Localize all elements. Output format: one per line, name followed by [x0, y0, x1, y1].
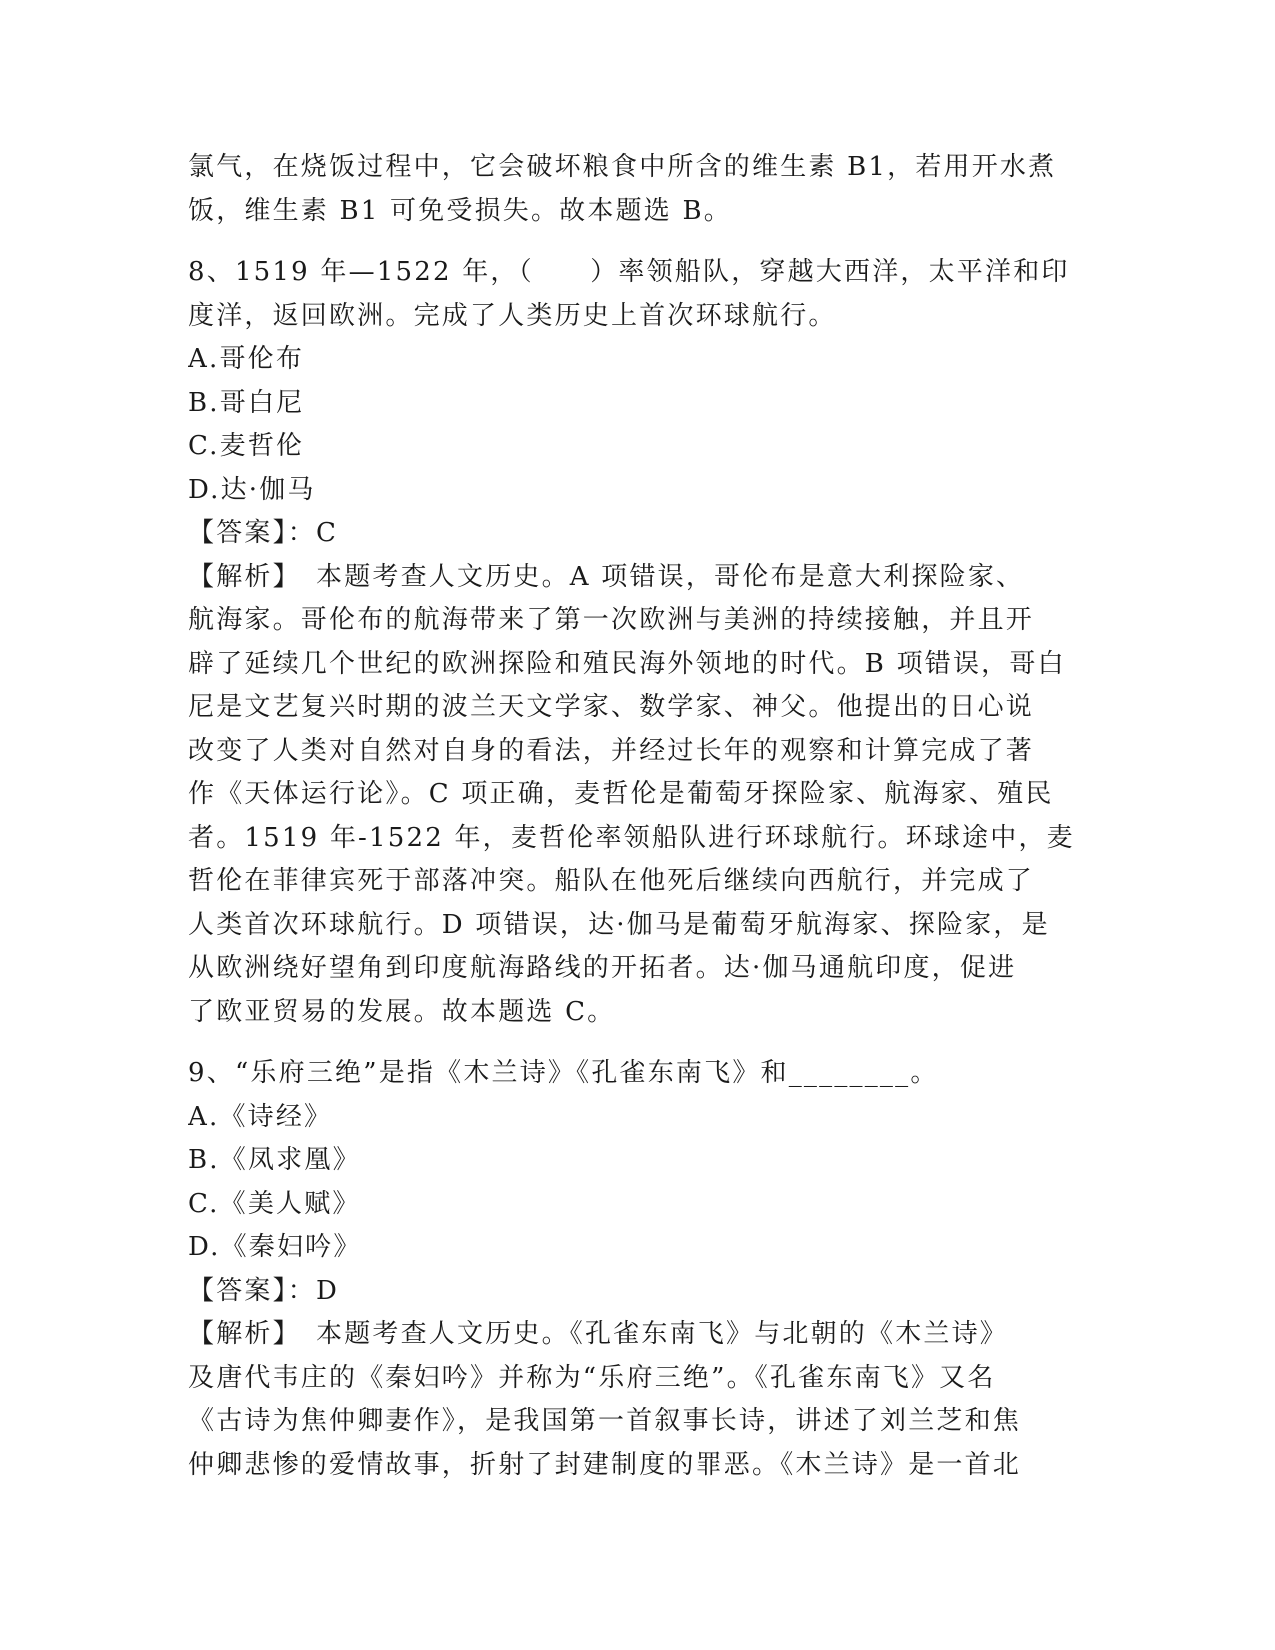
explanation-line: 尼是文艺复兴时期的波兰天文学家、数学家、神父。他提出的日心说 [188, 692, 1035, 722]
explanation-line: 仲卿悲惨的爱情故事，折射了封建制度的罪恶。《木兰诗》是一首北 [188, 1449, 1022, 1480]
explanation-line: 《古诗为焦仲卿妻作》，是我国第一首叙事长诗，讲述了刘兰芝和焦 [188, 1406, 1022, 1436]
explanation-line: 辟了延续几个世纪的欧洲探险和殖民海外领地的时代。B 项错误，哥白 [188, 648, 1066, 679]
option-a: A.哥伦布 [188, 344, 305, 374]
explanation-line: 航海家。哥伦布的航海带来了第一次欧洲与美洲的持续接触，并且开 [188, 605, 1035, 635]
text-line: 饭，维生素 B1 可免受损失。故本题选 B。 [188, 195, 732, 226]
explanation-line: 【解析】 本题考查人文历史。A 项错误，哥伦布是意大利探险家、 [188, 561, 1025, 592]
explanation-line: 作《天体运行论》。C 项正确，麦哲伦是葡萄牙探险家、航海家、殖民 [188, 779, 1054, 809]
answer: 【答案】：D [188, 1275, 340, 1306]
question-9 [188, 1052, 1088, 1487]
option-a: A.《诗经》 [188, 1101, 333, 1132]
option-d: D.《秦妇吟》 [188, 1232, 362, 1262]
explanation-line: 了欧亚贸易的发展。故本题选 C。 [188, 996, 616, 1027]
explanation-line: 从欧洲绕好望角到印度航海路线的开拓者。达·伽马通航印度，促进 [188, 953, 1017, 983]
text-line: 氯气，在烧饭过程中，它会破坏粮食中所含的维生素 B1，若用开水煮 [188, 152, 1057, 182]
option-d: D.达·伽马 [188, 474, 316, 505]
explanation-line: 哲伦在菲律宾死于部落冲突。船队在他死后继续向西航行，并完成了 [188, 866, 1035, 896]
explanation-line: 人类首次环球航行。D 项错误，达·伽马是葡萄牙航海家、探险家，是 [188, 909, 1050, 940]
option-b: B.哥白尼 [188, 387, 305, 418]
question-stem: 8、1519 年—1522 年，（ ）率领船队，穿越大西洋，太平洋和印 [188, 257, 1070, 287]
question-8 [188, 251, 1088, 1034]
explanation-line: 者。1519 年-1522 年，麦哲伦率领船队进行环球航行。环球途中，麦 [188, 822, 1075, 853]
option-c: C.《美人赋》 [188, 1188, 361, 1219]
document-page [188, 146, 1088, 1487]
question-stem: 9、“乐府三绝”是指《木兰诗》《孔雀东南飞》和________。 [188, 1058, 939, 1088]
option-c: C.麦哲伦 [188, 431, 305, 461]
previous-explanation-tail [188, 146, 1088, 233]
explanation-line: 【解析】 本题考查人文历史。《孔雀东南飞》与北朝的《木兰诗》 [188, 1319, 1009, 1349]
explanation-line: 改变了人类对自然对自身的看法，并经过长年的观察和计算完成了著 [188, 735, 1035, 766]
question-stem: 度洋，返回欧洲。完成了人类历史上首次环球航行。 [188, 300, 837, 331]
answer: 【答案】：C [188, 518, 339, 548]
option-b: B.《凤求凰》 [188, 1145, 361, 1175]
explanation-line: 及唐代韦庄的《秦妇吟》并称为“乐府三绝”。《孔雀东南飞》又名 [188, 1362, 996, 1393]
